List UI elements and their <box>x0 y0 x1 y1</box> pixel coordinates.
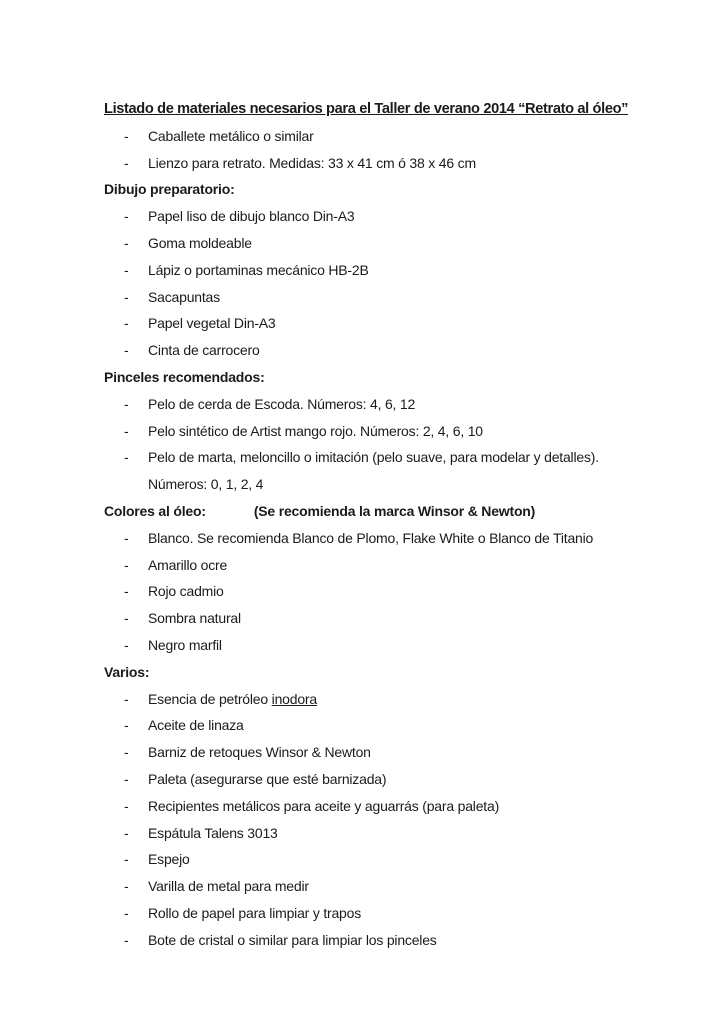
bullet-dash: - <box>124 797 129 814</box>
list-item <box>104 230 644 257</box>
list-item <box>104 150 644 177</box>
list-item <box>104 310 644 337</box>
list-item-text: Papel vegetal Din-A3 <box>148 315 276 332</box>
list-item-text: Recipientes metálicos para aceite y aguarrás (para paleta) <box>148 797 500 814</box>
bullet-dash: - <box>124 636 129 653</box>
list-item-text: Pelo de cerda de Escoda. Números: 4, 6, 12 <box>148 395 416 412</box>
bullet-dash: - <box>124 449 129 466</box>
list-item-text: Cinta de carrocero <box>148 342 260 359</box>
section-heading-text: Colores al óleo: <box>104 502 206 519</box>
bullet-dash: - <box>124 288 129 305</box>
list-item-text: Sombra natural <box>148 610 241 627</box>
list-item-text: Barniz de retoques Winsor & Newton <box>148 744 371 761</box>
bullet-dash: - <box>124 127 129 144</box>
list-item <box>104 927 644 954</box>
bullet-dash: - <box>124 690 129 707</box>
document-content <box>104 96 644 954</box>
list-item <box>104 686 644 713</box>
list-item-text: Esencia de petróleo <box>148 690 272 707</box>
document-title: Listado de materiales necesarios para el Taller de verano 2014 “Retrato al óleo” <box>104 101 629 117</box>
bullet-dash: - <box>124 770 129 787</box>
list-item-text: Espátula Talens 3013 <box>148 824 278 841</box>
list-item <box>104 444 644 471</box>
list-item-text: Aceite de linaza <box>148 717 244 734</box>
list-item <box>104 391 644 418</box>
list-item-text: Varilla de metal para medir <box>148 878 309 895</box>
bullet-dash: - <box>124 422 129 439</box>
bullet-dash: - <box>124 315 129 332</box>
section-heading-colores-al-oleo <box>104 498 644 525</box>
bullet-dash: - <box>124 878 129 895</box>
list-item <box>104 846 644 873</box>
bullet-dash: - <box>124 904 129 921</box>
list-item <box>104 766 644 793</box>
list-item-text: Caballete metálico o similar <box>148 127 314 144</box>
bullet-dash: - <box>124 931 129 948</box>
bullet-dash: - <box>124 610 129 627</box>
bullet-dash: - <box>124 395 129 412</box>
list-item <box>104 203 644 230</box>
bullet-dash: - <box>124 234 129 251</box>
bullet-dash: - <box>124 529 129 546</box>
list-item-text: Rojo cadmio <box>148 583 224 600</box>
list-item-text: Sacapuntas <box>148 288 220 305</box>
list-item-text: Rollo de papel para limpiar y trapos <box>148 904 362 921</box>
list-item-text: Amarillo ocre <box>148 556 228 573</box>
list-item <box>104 712 644 739</box>
list-item-text: Pelo de marta, meloncillo o imitación (pelo suave, para modelar y detalles). <box>148 449 599 466</box>
list-item <box>104 418 644 445</box>
list-item-text: Negro marfil <box>148 636 222 653</box>
bullet-dash: - <box>124 583 129 600</box>
list-item <box>104 337 644 364</box>
list-item <box>104 793 644 820</box>
list-item <box>104 632 644 659</box>
list-item-text: Blanco. Se recomienda Blanco de Plomo, Flake White o Blanco de Titanio <box>148 529 594 546</box>
list-item-text: Lápiz o portaminas mecánico HB-2B <box>148 261 369 278</box>
list-item-text: Espejo <box>148 851 190 868</box>
bullet-dash: - <box>124 556 129 573</box>
list-item <box>104 578 644 605</box>
list-item <box>104 820 644 847</box>
list-item-text: Lienzo para retrato. Medidas: 33 x 41 cm ó 38 x 46 cm <box>148 154 476 171</box>
section-heading-varios: Varios: <box>104 663 150 680</box>
bullet-dash: - <box>124 261 129 278</box>
bullet-dash: - <box>124 342 129 359</box>
bullet-dash: - <box>124 154 129 171</box>
list-item <box>104 552 644 579</box>
list-item-continuation: Números: 0, 1, 2, 4 <box>148 476 264 493</box>
list-item-text: Papel liso de dibujo blanco Din-A3 <box>148 208 355 225</box>
list-item-text: Bote de cristal o similar para limpiar los pinceles <box>148 931 437 948</box>
section-heading-dibujo-preparatorio: Dibujo preparatorio: <box>104 181 235 198</box>
section-heading-pinceles-recomendados: Pinceles recomendados: <box>104 368 265 385</box>
bullet-dash: - <box>124 744 129 761</box>
list-item <box>104 257 644 284</box>
list-item-text: Goma moldeable <box>148 234 252 251</box>
list-item <box>104 284 644 311</box>
list-item <box>104 123 644 150</box>
bullet-dash: - <box>124 717 129 734</box>
list-item-underlined-word: inodora <box>271 690 317 707</box>
list-item <box>104 900 644 927</box>
list-item <box>104 605 644 632</box>
section-heading-note: (Se recomienda la marca Winsor & Newton) <box>253 502 536 519</box>
list-item <box>104 873 644 900</box>
bullet-dash: - <box>124 851 129 868</box>
bullet-dash: - <box>124 824 129 841</box>
list-item-text: Pelo sintético de Artist mango rojo. Números: 2, 4, 6, 10 <box>148 422 483 439</box>
list-item-text: Paleta (asegurarse que esté barnizada) <box>148 770 387 787</box>
bullet-dash: - <box>124 208 129 225</box>
list-item <box>104 739 644 766</box>
list-item <box>104 525 644 552</box>
